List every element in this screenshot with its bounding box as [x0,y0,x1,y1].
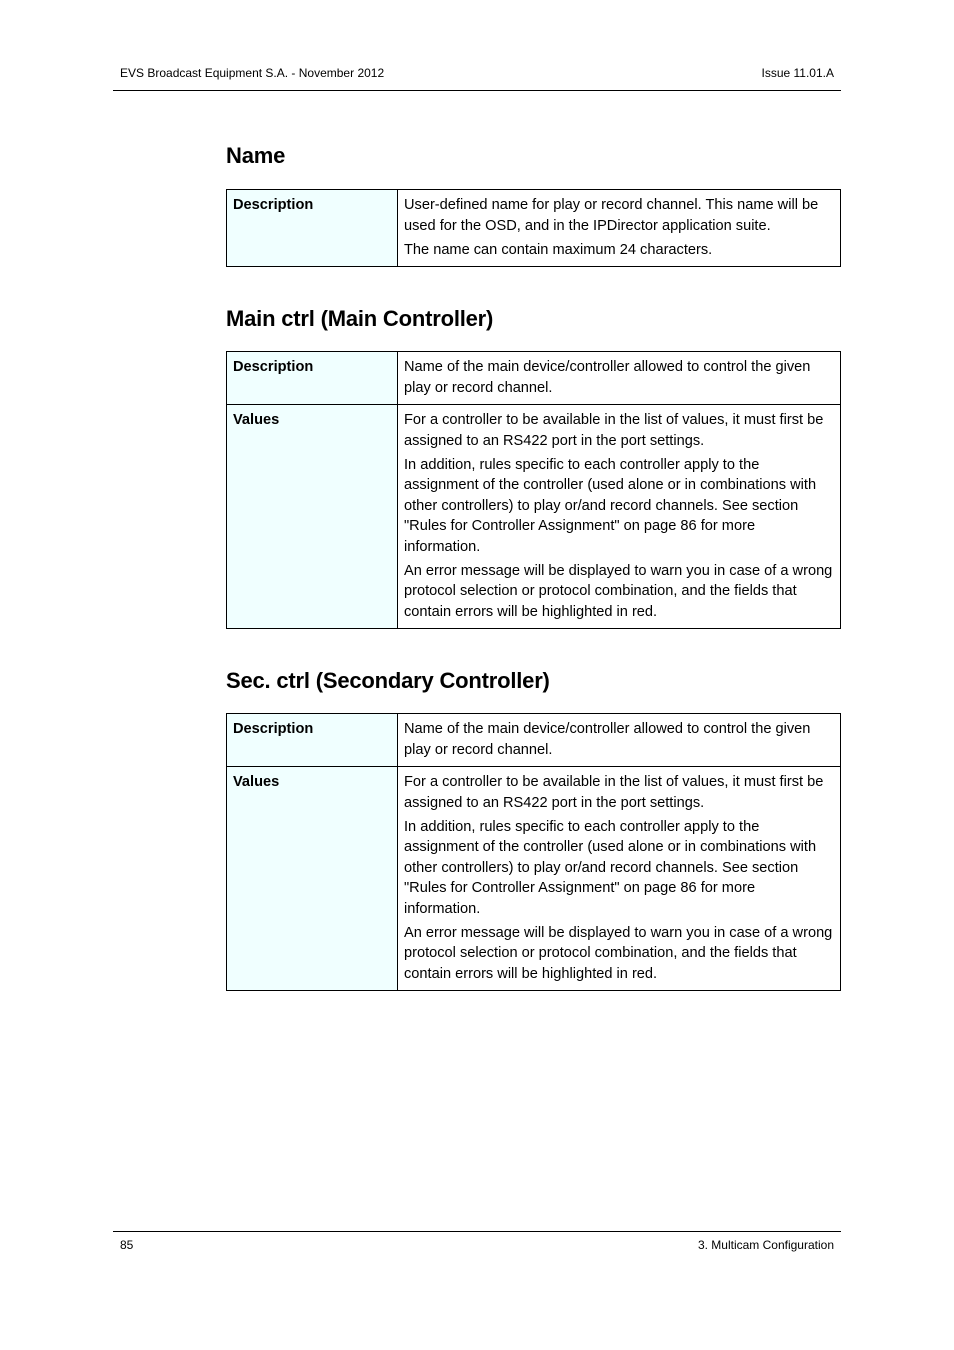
row-label: Description [227,352,398,405]
paragraph: In addition, rules specific to each controller apply to the assignment of the controller (used alone or in combinations with other controllers) to play or/and record channels. See section "Rules for Controller Assignment" on page 86 for more information. [404,456,817,555]
table-row [227,767,841,991]
table-row [227,714,841,767]
paragraph: User-defined name for play or record channel. This name will be used for the OSD, and in the IPDirector application suite. [404,197,819,234]
row-label: Values [227,767,398,991]
table-row [227,190,841,267]
paragraph: In addition, rules specific to each controller apply to the assignment of the controller (used alone or in combinations with other controllers) to play or/and record channels. See section "Rules for Controller Assignment" on page 86 for more information. [404,818,817,917]
table-row [227,352,841,405]
paragraph: Name of the main device/controller allowed to control the given play or record channel. [404,721,811,758]
paragraph: For a controller to be available in the list of values, it must first be assigned to an RS422 port in the port settings. [404,412,824,449]
row-label: Values [227,405,398,629]
row-content [398,405,841,629]
row-content [398,352,841,405]
row-content [398,714,841,767]
header-issue-text: Issue 11.01.A [761,66,834,80]
section-title-name: Name [226,143,286,168]
header-divider [113,90,841,91]
row-content [398,767,841,991]
chapter-title: 3. Multicam Configuration [697,1238,834,1252]
table-row [227,405,841,629]
page-number: 85 [120,1238,134,1252]
main-ctrl-property-table [226,351,841,629]
name-property-table [226,189,841,267]
paragraph: An error message will be displayed to warn you in case of a wrong protocol selection or protocol combination, and the fields that contain errors will be highlighted in red. [404,924,833,982]
row-label: Description [227,714,398,767]
paragraph: For a controller to be available in the list of values, it must first be assigned to an RS422 port in the port settings. [404,774,824,811]
paragraph: Name of the main device/controller allowed to control the given play or record channel. [404,359,811,396]
section-title-sec-ctrl: Sec. ctrl (Secondary Controller) [226,668,550,693]
footer-divider [113,1231,841,1232]
row-label: Description [227,190,398,267]
row-content [398,190,841,267]
header-left-text: EVS Broadcast Equipment S.A. - November 2012 [120,66,385,80]
paragraph: An error message will be displayed to warn you in case of a wrong protocol selection or protocol combination, and the fields that contain errors will be highlighted in red. [404,562,833,620]
paragraph: The name can contain maximum 24 characters. [404,241,713,258]
section-title-main-ctrl: Main ctrl (Main Controller) [226,306,494,331]
sec-ctrl-property-table [226,713,841,991]
